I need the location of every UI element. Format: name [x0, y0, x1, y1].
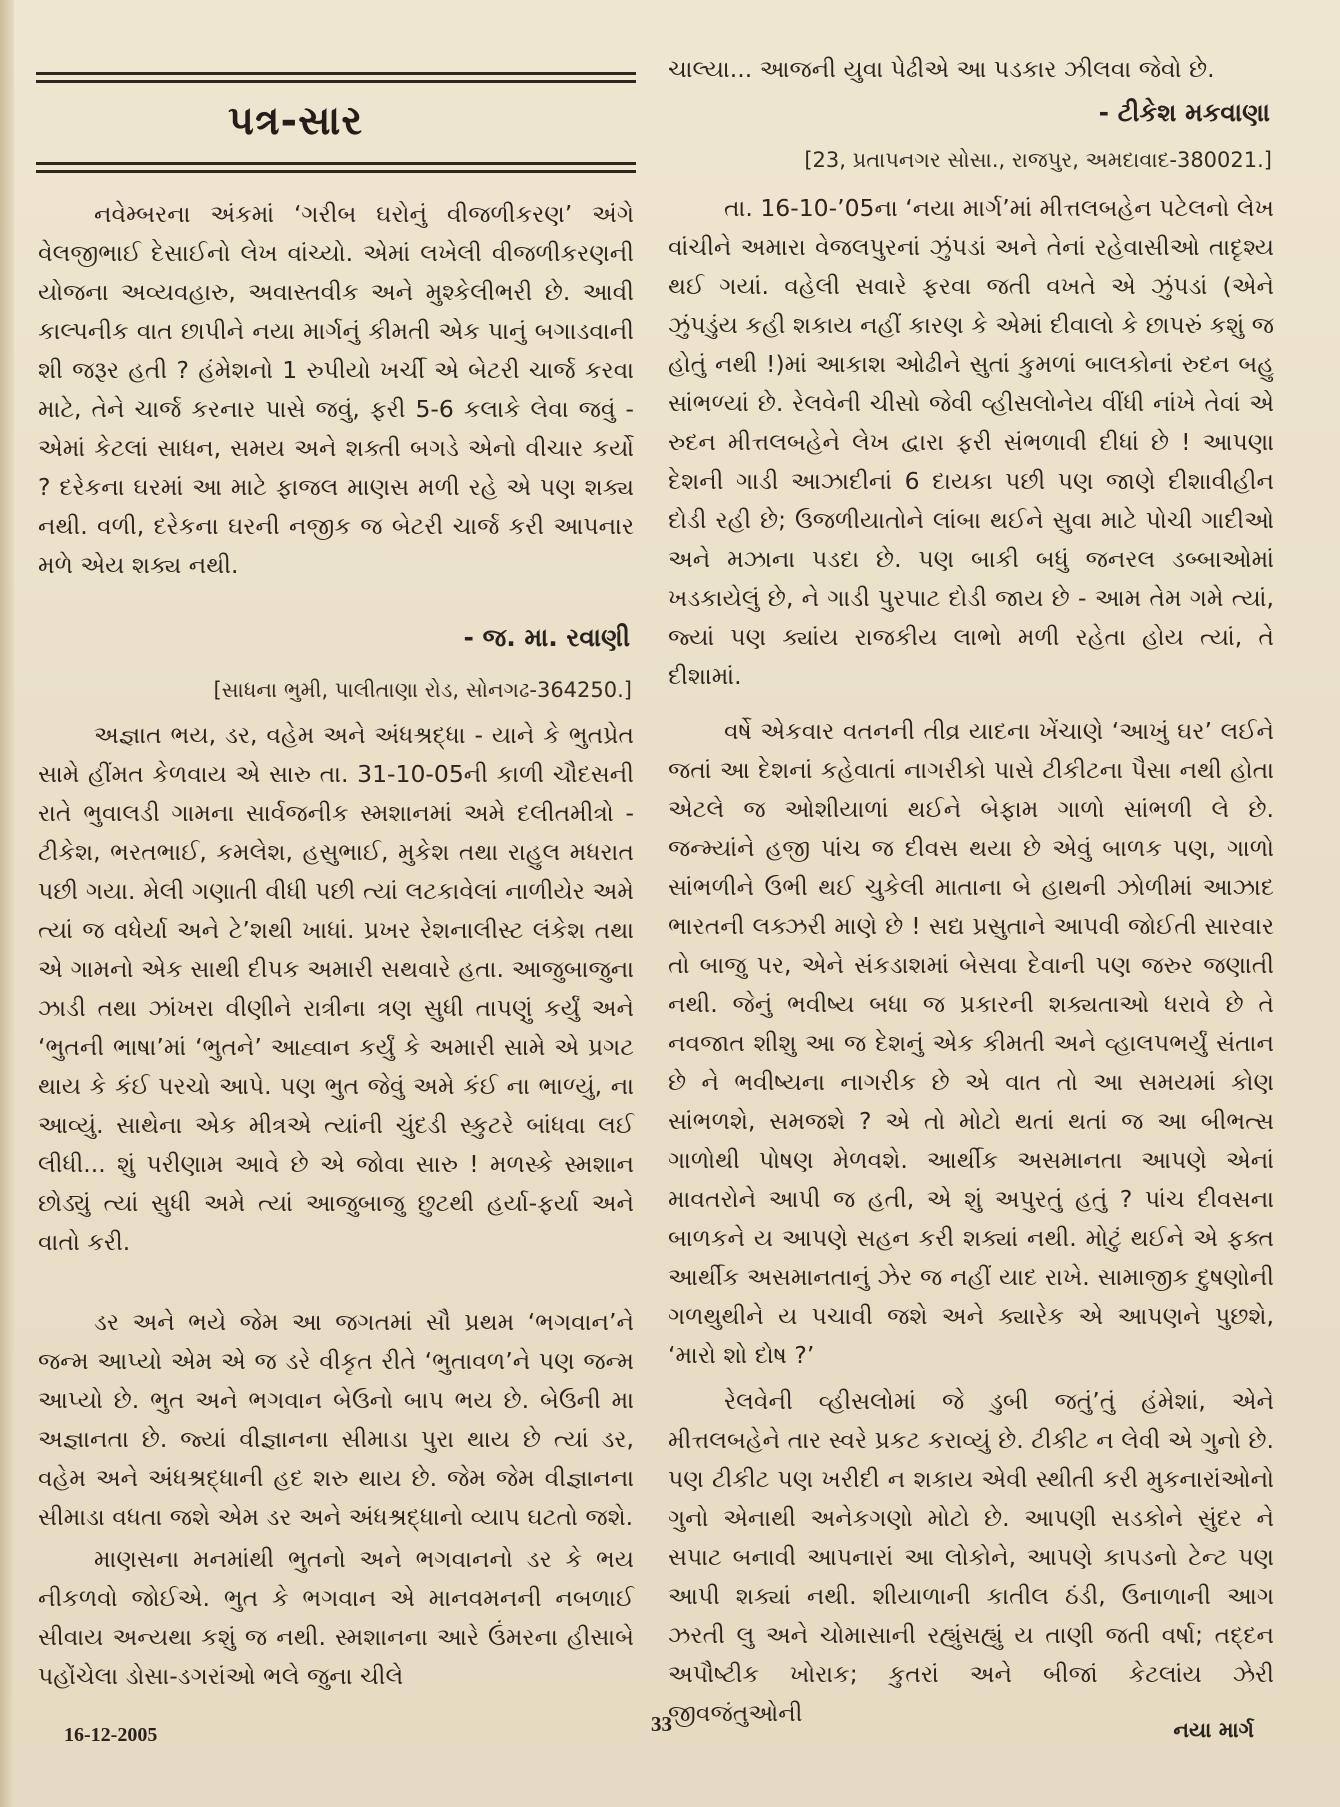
letter-2-paragraph-1: અજ્ઞાત ભય, ડર, વહેમ અને અંધશ્રદ્ધા - યાને કે ભુતપ્રેત સામે હીંમત કેળવાય એ સારુ તા. 31-10-05ની કાળી ચૌદસની રાતે ભુવાલડી ગામના સાર્વજનીક સ્મશાનમાં અમે દલીતમીત્રો - ટીકેશ, ભરતભાઈ, કમલેશ, હસુભાઈ, મુકેશ તથા રાહુલ મધરાત પછી ગયા. મેલી ગણાતી વીધી પછી ત્યાં લટકાવેલાં નાળીયેર અમે ત્યાં જ વધેર્યા અને ટે’શથી ખાધાં. પ્રખર રેશનાલીસ્ટ લંકેશ તથા એ ગામનો એક સાથી દીપક અમારી સથવારે હતા. આજુબાજુના ઝાડી તથા ઝાંખરા વીણીને રાત્રીના ત્રણ સુધી તાપણું કર્યું અને ‘ભુતની ભાષા’માં ‘ભુતને’ આહ્વાન કર્યું કે અમારી સામે એ પ્રગટ થાય કે કંઈ પરચો આપે. પણ ભુત જેવું અમે કંઈ ના ભાળ્યું, ના આવ્યું. સાથેના એક મીત્રએ ત્યાંની ચુંદડી સ્કુટરે બાંધવા લઈ લીધી... શું પરીણામ આવે છે એ જોવા સારુ ! મળસ્કે સ્મશાન છોડ્યું ત્યાં સુધી અમે ત્યાં આજુબાજુ છુટથી હર્યા-ફર્યા અને વાતો કરી.	[38, 721, 634, 1256]
heading-rule-bottom-2	[36, 170, 636, 173]
letter-2-paragraph-3: માણસના મનમાંથી ભુતનો અને ભગવાનનો ડર કે ભય નીકળવો જોઈએ. ભુત કે ભગવાન એ માનવમનની નબળાઈ સીવાય અન્યથા કશું જ નથી. સ્મશાનના આરે ઉંમરના હીસાબે પહોંચેલા ડોસા-ડગરાંઓ ભલે જુના ચીલે	[38, 1545, 634, 1690]
letter-3-paragraph-3: રેલવેની વ્હીસલોમાં જે ડુબી જતું’તું હંમેશાં, એને મીત્તલબહેને તાર સ્વરે પ્રકટ કરાવ્યું છે. ટીકીટ ન લેવી એ ગુનો છે. પણ ટીકીટ પણ ખરીદી ન શકાય એવી સ્થીતી કરી મુકનારાંઓનો ગુનો એનાથી અનેકગણો મોટો છે. આપણી સડકોને સુંદર ને સપાટ બનાવી આપનારાં આ લોકોને, આપણે કાપડનો ટેન્ટ પણ આપી શક્યાં નથી. શીયાળાની કાતીલ ઠંડી, ઉનાળાની આગ ઝરતી લુ અને ચોમાસાની રહ્યુંસહ્યું ય તાણી જતી વર્ષા; તદ્દન અપૌષ્ટીક ખોરાક; કુતરાં અને બીજાં કેટલાંય ઝેરી જીવજંતુઓની	[668, 1387, 1274, 1727]
footer-date: 16-12-2005	[64, 1724, 158, 1746]
page-number: 33	[651, 1712, 672, 1736]
heading-rule-top-2	[36, 80, 636, 83]
page-torn-edge	[0, 0, 14, 1807]
letter-1-body: નવેમ્બરના અંકમાં ‘ગરીબ ઘરોનું વીજળીકરણ’ અંગે વેલજીભાઈ દેસાઈનો લેખ વાંચ્યો. એમાં લખેલી વીજળીકરણની યોજના અવ્યવહારુ, અવાસ્તવીક અને મુશ્કેલીભરી છે. આવી કાલ્પનીક વાત છાપીને નયા માર્ગનું કીમતી એક પાનું બગાડવાની શી જરૂર હતી ? હંમેશનો 1 રુપીયો ખર્ચી એ બેટરી ચાર્જ કરવા માટે, તેને ચાર્જ કરનાર પાસે જવું, ફરી 5-6 કલાકે લેવા જવું - એમાં કેટલાં સાધન, સમય અને શક્તી બગડે એનો વીચાર કર્યો ? દરેકના ઘરમાં આ માટે ફાજલ માણસ મળી રહે એ પણ શક્ય નથી. વળી, દરેકના ઘરની નજીક જ બેટરી ચાર્જ કરી આપનાર મળે એય શક્ય નથી.	[38, 200, 634, 579]
letter-1-signature: - જ. મા. રવાણી	[463, 623, 630, 652]
letter-3-paragraph-2: વર્ષે એકવાર વતનની તીવ્ર યાદના ખેંચાણે ‘આખું ઘર’ લઈને જતાં આ દેશનાં કહેવાતાં નાગરીકો પાસે ટીકીટના પૈસા નથી હોતા એટલે જ ઓશીયાળાં થઈને બેફામ ગાળો સાંભળી લે છે. જન્મ્યાંને હજી પાંચ જ દીવસ થયા છે એવું બાળક પણ, ગાળો સાંભળીને ઉભી થઈ ચુકેલી માતાના બે હાથની ઝોળીમાં આઝાદ ભારતની લક્ઝરી માણે છે ! સદ્ય પ્રસુતાને આપવી જોઈતી સારવાર તો બાજુ પર, એને સંકડાશમાં બેસવા દેવાની પણ જરુર જણાતી નથી. જેનું ભવીષ્ય બધા જ પ્રકારની શક્યતાઓ ધરાવે છે તે નવજાત શીશુ આ જ દેશનું એક કીમતી અને વ્હાલપભર્યું સંતાન છે ને ભવીષ્યના નાગરીક છે એ વાત તો આ સમયમાં કોણ સાંભળશે, સમજશે ? એ તો મોટો થતાં થતાં જ આ બીભત્સ ગાળોથી પોષણ મેળવશે. આર્થીક અસમાનતા આપણે એનાં માવતરોને આપી જ હતી, એ શું અપુરતું હતું ? પાંચ દીવસના બાળકને ય આપણે સહન કરી શક્યાં નથી. મોટું થઈને એ ફક્ત આર્થીક અસમાનતાનું ઝેર જ નહીં યાદ રાખે. સામાજીક દુષણોની ગળથુથીને ય પચાવી જશે અને ક્યારેક એ આપણને પુછશે, ‘મારો શો દોષ ?’	[668, 717, 1274, 1369]
publication-title: નયા માર્ગ	[1173, 1718, 1254, 1742]
letter-1-address: [સાધના ભુમી, પાલીતાણા રોડ, સોનગઢ-364250.]	[213, 678, 632, 702]
letter-3-paragraph-1: તા. 16-10-’05ના ‘નયા માર્ગ’માં મીત્તલબહેન પટેલનો લેખ વાંચીને અમારા વેજલપુરનાં ઝુંપડાં અને તેનાં રહેવાસીઓ તાદૃશ્ય થઈ ગયાં. વહેલી સવારે ફરવા જતી વખતે એ ઝુંપડાં (એને ઝુંપડુંય કહી શકાય નહીં કારણ કે એમાં દીવાલો કે છાપરું કશું જ હોતું નથી !)માં આકાશ ઓઢીને સુતાં કુમળાં બાલકોનાં રુદન બહુ સાંભળ્યાં છે. રેલવેની ચીસો જેવી વ્હીસલોનેય વીંધી નાંખે તેવાં એ રુદન મીત્તલબહેને લેખ દ્વારા ફરી સંભળાવી દીધાં છે ! આપણા દેશની ગાડી આઝાદીનાં 6 દાયકા પછી પણ જાણે દીશાવીહીન દોડી રહી છે; ઉજળીયાતોને લાંબા થઈને સુવા માટે પોચી ગાદીઓ અને મઝાના પડદા છે. પણ બાકી બધું જનરલ ડબ્બાઓમાં ખડકાયેલું છે, ને ગાડી પુરપાટ દોડી જાય છે - આમ તેમ ગમે ત્યાં, જ્યાં પણ ક્યાંય રાજકીય લાભો મળી રહેતા હોય ત્યાં, તે દીશામાં.	[668, 194, 1274, 690]
letter-2-signature: - ટીકેશ મકવાણા	[1098, 98, 1270, 127]
letter-2-continuation: ચાલ્યા... આજની યુવા પેઢીએ આ પડકાર ઝીલવા જેવો છે.	[668, 55, 1215, 83]
heading-rule-bottom-1	[36, 162, 636, 165]
heading-rule-top-1	[36, 72, 636, 75]
letter-2-paragraph-2: ડર અને ભયે જેમ આ જગતમાં સૌ પ્રથમ ‘ભગવાન’ને જન્મ આપ્યો એમ એ જ ડરે વીકૃત રીતે ‘ભુતાવળ’ને પણ જન્મ આપ્યો છે. ભુત અને ભગવાન બેઉનો બાપ ભય છે. બેઉની મા અજ્ઞાનતા છે. જ્યાં વીજ્ઞાનના સીમાડા પુરા થાય છે ત્યાં ડર, વહેમ અને અંધશ્રદ્ધાની હદ શરુ થાય છે. જેમ જેમ વીજ્ઞાનના સીમાડા વધતા જશે એમ ડર અને અંધશ્રદ્ધાનો વ્યાપ ઘટતો જશે.	[38, 1308, 634, 1531]
letter-2-address: [23, પ્રતાપનગર સોસા., રાજપુર, અમદાવાદ-380021.]	[804, 148, 1272, 172]
section-heading: પત્ર-સાર	[228, 98, 364, 144]
